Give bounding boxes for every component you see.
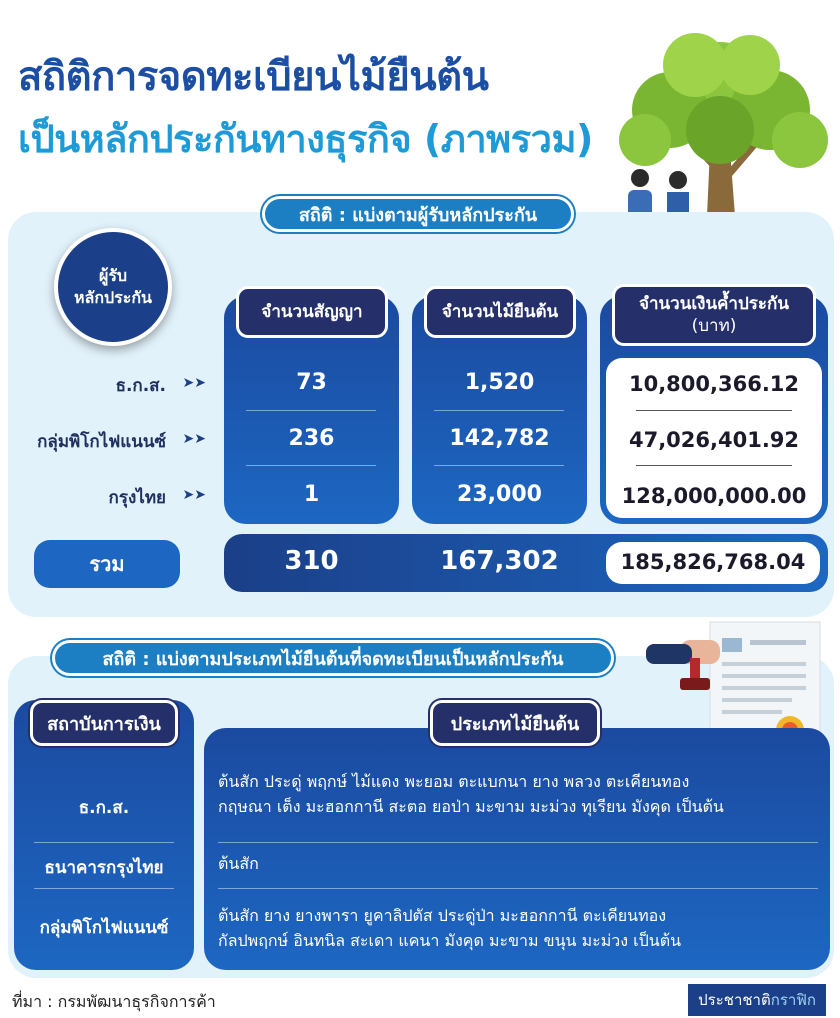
trees-cell: 142,782	[449, 426, 550, 451]
circle-line1: ผู้รับ	[98, 266, 128, 286]
types-text: ต้นสัก ยาง ยางพารา ยูคาลิปตัส ประดู่ป่า มะฮอกกานี ตะเคียนทอง	[218, 906, 667, 925]
amount-header-line1: จำนวนเงินค้ำประกัน	[639, 293, 789, 314]
row-label-text: กลุ่มพิโกไฟแนนซ์	[37, 432, 166, 452]
contracts-cell: 1	[303, 482, 320, 507]
types-text: ต้นสัก	[218, 854, 259, 873]
brand-main: ประชาชาติ	[698, 991, 771, 1009]
brand-logo	[688, 984, 826, 1016]
divider	[218, 842, 818, 843]
trees-cell: 23,000	[457, 482, 542, 507]
types-text: กัลปพฤกษ์ อินทนิล สะเดา แคนา มังคุด มะขาม ขนุน มะม่วง เป็นต้น	[218, 931, 682, 950]
types-header: ประเภทไม้ยืนต้น	[430, 700, 600, 746]
amount-cell: 10,800,366.12	[628, 372, 800, 396]
double-arrow-icon: ➤➤	[182, 431, 206, 447]
types-text: ต้นสัก ประดู่ พฤกษ์ ไม้แดง พะยอม ตะแบกนา ยาง พลวง ตะเคียนทอง	[218, 772, 690, 791]
trees-cell: 1,520	[464, 370, 535, 395]
brand-light: กราฟิก	[770, 991, 816, 1009]
divider	[218, 888, 818, 889]
institution-name: กลุ่มพิโกไฟแนนซ์	[39, 918, 169, 938]
divider	[34, 888, 174, 889]
divider	[636, 410, 792, 411]
institution-name: ธ.ก.ส.	[78, 798, 130, 818]
row-label	[0, 484, 210, 510]
double-arrow-icon: ➤➤	[182, 375, 206, 391]
divider	[34, 842, 174, 843]
row-label	[0, 372, 210, 398]
total-label: รวม	[34, 540, 180, 588]
divider	[246, 410, 376, 411]
institution-name: ธนาคารกรุงไทย	[44, 858, 164, 878]
total-contracts: 310	[284, 546, 339, 576]
divider	[636, 465, 792, 466]
institution-header: สถาบันการเงิน	[30, 700, 178, 746]
total-amount: 185,826,768.04	[620, 550, 806, 574]
trees-header: จำนวนไม้ยืนต้น	[424, 286, 576, 338]
amount-header	[612, 284, 816, 346]
types-text: กฤษณา เต็ง มะฮอกกานี สะตอ ยอป่า มะขาม มะม่วง ทุเรียน มังคุด เป็นต้น	[218, 797, 724, 816]
amount-header-line2: (บาท)	[691, 316, 737, 336]
page-subtitle: เป็นหลักประกันทางธุรกิจ (ภาพรวม)	[18, 117, 593, 161]
double-arrow-icon: ➤➤	[182, 487, 206, 503]
divider	[246, 465, 376, 466]
page-title: สถิติการจดทะเบียนไม้ยืนต้น	[18, 54, 489, 100]
divider	[434, 465, 564, 466]
stamp-icon	[646, 640, 720, 690]
source-note: ที่มา : กรมพัฒนาธุรกิจการค้า	[12, 992, 216, 1011]
circle-line2: หลักประกัน	[73, 288, 152, 307]
amount-cell: 128,000,000.00	[621, 484, 807, 508]
section2-label: สถิติ : แบ่งตามประเภทไม้ยืนต้นที่จดทะเบียนเป็นหลักประกัน	[52, 640, 614, 676]
divider	[434, 410, 564, 411]
section1-label: สถิติ : แบ่งตามผู้รับหลักประกัน	[262, 196, 574, 232]
total-trees: 167,302	[440, 546, 559, 576]
row-label-text: ธ.ก.ส.	[115, 376, 166, 396]
contracts-header: จำนวนสัญญา	[236, 286, 388, 338]
contracts-cell: 236	[288, 426, 335, 451]
row-label	[0, 428, 210, 454]
row-label-text: กรุงไทย	[108, 488, 166, 508]
contracts-cell: 73	[296, 370, 327, 395]
amount-cell: 47,026,401.92	[628, 428, 800, 452]
recipient-circle	[54, 228, 172, 346]
